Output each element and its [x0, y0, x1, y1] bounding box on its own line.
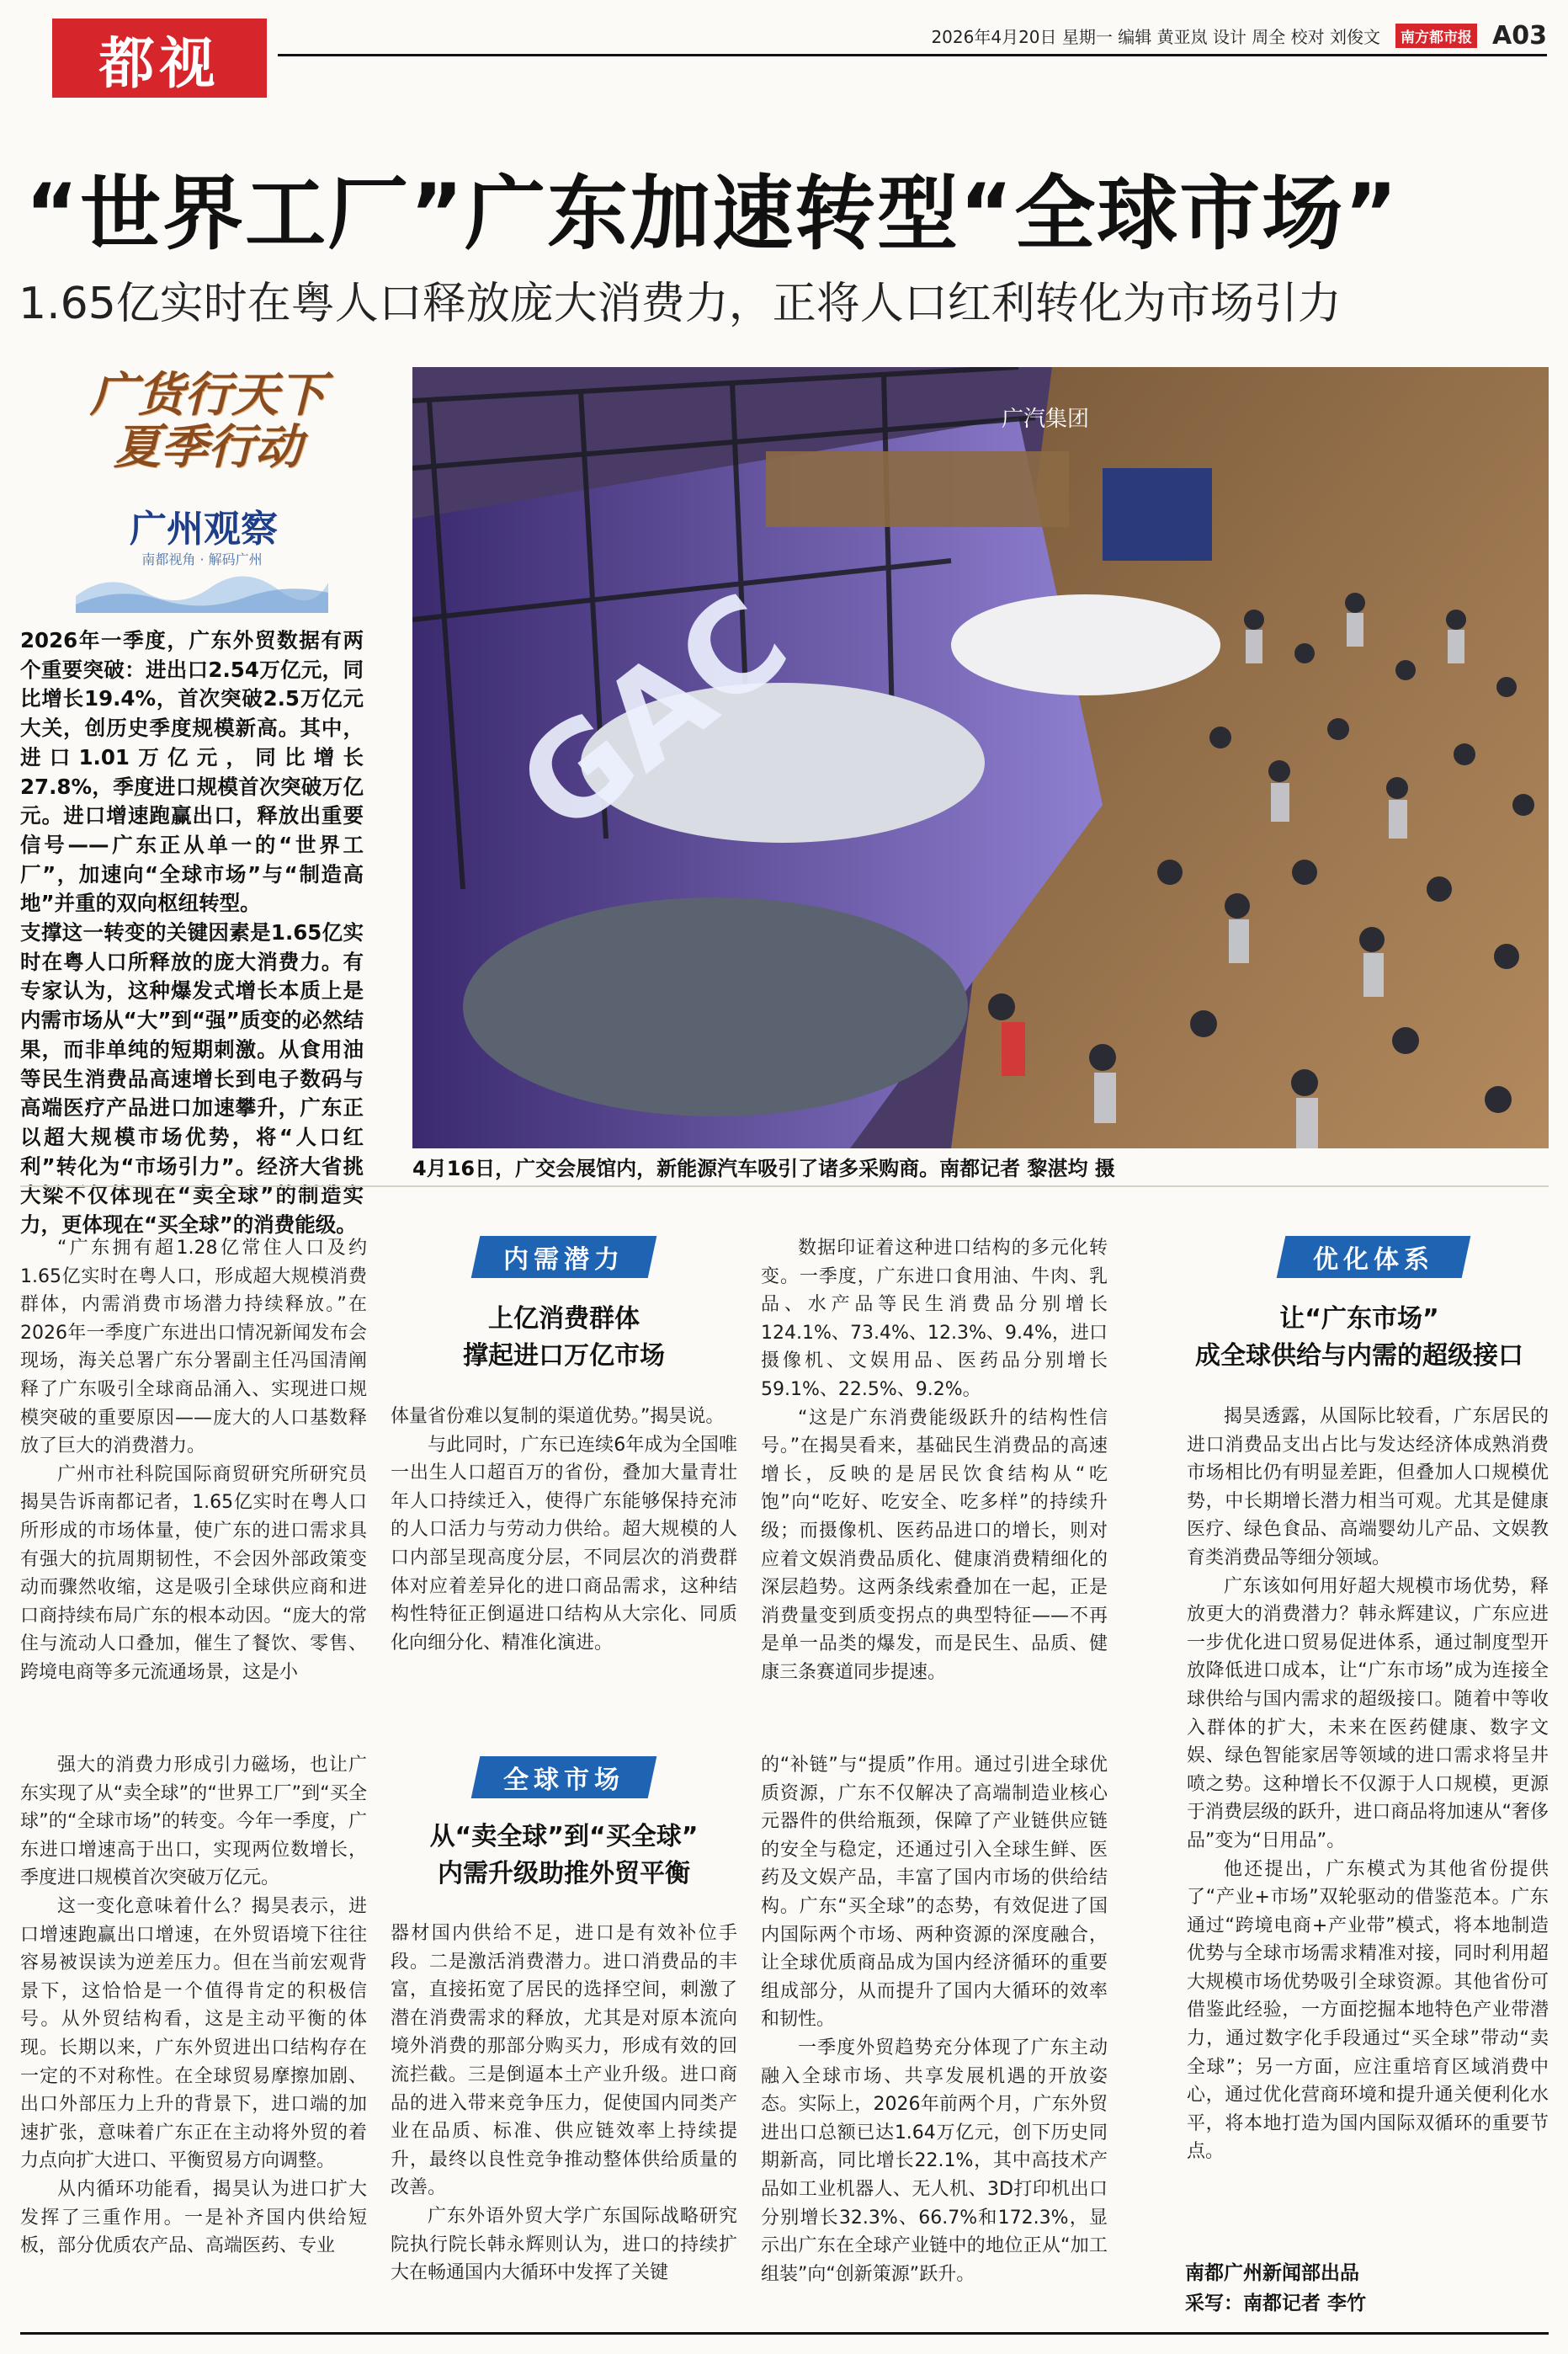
intro-paragraph: 支撑这一转变的关键因素是1.65亿实时在粤人口所释放的庞大消费力。有专家认为，这种爆发式增长本质上是内需市场从“大”到“强”质变的必然结果，而非单纯的短期刺激。从食用油等民生消费品高速增长到电子数码与高端医疗产品进口加速攀升，广东正以超大规模市场优势，将“人口红利”转化为“市场引力”。经济大省挑大梁不仅体现在“卖全球”的制造实力，更体现在“买全球”的消费能级。 [20, 920, 364, 1238]
paragraph: 器材国内供给不足，进口是有效补位手段。二是激活消费潜力。进口消费品的丰富，直接拓宽了居民的选择空间，刺激了潜在消费需求的释放，尤其是对原本流向境外消费的那部分购买力，形成有效的回流拦截。三是倒逼本土产业升级。进口商品的进入带来竞争压力，促使国内同类产业在品质、标准、供应链效率上持续提升，最终以良性竞争推动整体供给质量的改善。 [391, 1923, 737, 2199]
section-title-demand [396, 1301, 732, 1375]
section-title-global [391, 1819, 737, 1893]
section-title-system [1161, 1301, 1557, 1375]
section-tag: 都视 [52, 19, 267, 98]
column-2-bottom [391, 1920, 737, 2287]
campaign-title [77, 369, 338, 473]
campaign-wave-graphic [76, 562, 328, 613]
column-1-top [20, 1234, 367, 1687]
page-number: A03 [1492, 20, 1547, 51]
section-title-line: 撑起进口万亿市场 [463, 1341, 665, 1371]
column-4 [1187, 1403, 1549, 2166]
paragraph: “广东拥有超1.28亿常住人口及约1.65亿实时在粤人口，形成超大规模消费群体，内需消费市场潜力持续释放。”在2026年一季度广东进出口情况新闻发布会现场，海关总署广东分署副主任冯国清阐释了广东吸引全球商品涌入、实现进口规模突破的重要原因——庞大的人口基数释放了巨大的消费潜力。 [20, 1238, 367, 1457]
campaign-title-line2: 夏季行动 [114, 419, 302, 475]
headline: “世界工厂”广东加速转型“全球市场” [25, 167, 1400, 261]
section-badge-global [471, 1756, 657, 1798]
exhibition-photo [412, 367, 1549, 1148]
byline-producer: 南都广州新闻部出品 [1185, 2262, 1359, 2284]
section-badge-label: 内需潜力 [503, 1245, 625, 1275]
section-badge-system [1277, 1236, 1471, 1278]
paragraph: 一季度外贸趋势充分体现了广东主动融入全球市场、共享发展机遇的开放姿态。实际上，2026年前两个月，广东外贸进出口总额已达1.64万亿元，创下历史同期新高，同比增长22.1%，其中高技术产品如工业机器人、无人机、3D打印机出口分别增长32.3%、66.7%和172.3%，显示出广东在全球产业链中的地位正从“加工组装”向“创新策源”跃升。 [761, 2037, 1108, 2285]
section-title-line: 成全球供给与内需的超级接口 [1195, 1341, 1523, 1371]
section-badge-label: 优化体系 [1313, 1245, 1434, 1275]
campaign-slogan: 南都视角 · 解码广州 [141, 551, 263, 567]
section-title-line: 从“卖全球”到“买全球” [429, 1822, 699, 1851]
issue-meta: 2026年4月20日 星期一 编辑 黄亚岚 设计 周全 校对 刘俊文 [931, 26, 1381, 47]
paragraph: 广东该如何用好超大规模市场优势，释放更大的消费潜力？韩永辉建议，广东应进一步优化进口贸易促进体系，通过制度型开放降低进口成本，让“广东市场”成为连接全球供给与国内需求的超级接口。随着中等收入群体的扩大，未来在医药健康、数字文娱、绿色智能家居等领域的进口需求将呈井喷之势。这种增长不仅源于人口规模，更源于消费层级的跃升，进口商品将加速从“奢侈品”变为“日用品”。 [1187, 1575, 1549, 1851]
column-3-bottom [761, 1751, 1108, 2288]
section-title-line: 让“广东市场” [1279, 1304, 1439, 1334]
bottom-rule [20, 2332, 1549, 2335]
photo-brand-text: GAC [492, 566, 815, 863]
paragraph: 与此同时，广东已连续6年成为全国唯一出生人口超百万的省份，叠加大量青壮年人口持续迁入，使得广东能够保持充沛的人口活力与劳动力供给。超大规模的人口内部呈现高度分层，不同层次的消费群体对应着差异化的进口商品需求，这种结构性特征正倒逼进口结构从大宗化、同质化向细分化、精准化演进。 [391, 1434, 737, 1654]
paragraph: 广州市社科院国际商贸研究所研究员揭昊告诉南都记者，1.65亿实时在粤人口所形成的市场体量，使广东的进口需求具有强大的抗周期韧性，不会因外部政策变动而骤然收缩，这是吸引全球供应商和进口商持续布局广东的根本动因。“庞大的常住与流动人口叠加，催生了餐饮、零售、跨境电商等多元流通场景，这是小 [20, 1463, 367, 1683]
paragraph: 的“补链”与“提质”作用。通过引进全球优质资源，广东不仅解决了高端制造业核心元器件的供给瓶颈，保障了产业链供应链的安全与稳定，还通过引入全球生鲜、医药及文娱产品，丰富了国内市场的供给结构。广东“买全球”的态势，有效促进了国内国际两个市场、两种资源的深度融合，让全球优质商品成为国内经济循环的重要组成部分，从而提升了国内大循环的效率和韧性。 [761, 1755, 1108, 2031]
section-title-line: 上亿消费群体 [488, 1304, 640, 1334]
section-badge-label: 全球市场 [503, 1766, 625, 1795]
exhibition-photo-illustration [412, 367, 1549, 1148]
paragraph: 揭昊透露，从国际比较看，广东居民的进口消费品支出占比与发达经济体成熟消费市场相比仍有明显差距，但叠加人口规模优势，中长期增长潜力相当可观。尤其是健康医疗、绿色食品、高端婴幼儿产品、文娱教育类消费品等细分领域。 [1187, 1406, 1549, 1568]
section-divider [20, 1185, 1549, 1187]
column-1-bottom [20, 1751, 367, 2261]
paragraph: 强大的消费力形成引力磁场，也让广东实现了从“卖全球”的“世界工厂”到“买全球”的“全球市场”的转变。今年一季度，广东进口增速高于出口，实现两位数增长，季度进口规模首次突破万亿元。 [20, 1755, 367, 1889]
paragraph: 数据印证着这种进口结构的多元化转变。一季度，广东进口食用油、牛肉、乳品、水产品等民生消费品分别增长124.1%、73.4%、12.3%、9.4%，进口摄像机、文娱用品、医药品分别增长59.1%、22.5%、9.2%。 [761, 1238, 1108, 1400]
campaign-subtitle: 广州观察 [130, 508, 278, 551]
column-3-top [761, 1234, 1108, 1687]
paragraph: 广东外语外贸大学广东国际战略研究院执行院长韩永辉则认为，进口的持续扩大在畅通国内大循环中发挥了关键 [391, 2205, 737, 2284]
paragraph: 从内循环功能看，揭昊认为进口扩大发挥了三重作用。一是补齐国内供给短板，部分优质农产品、高端医药、专业 [20, 2178, 367, 2257]
intro-paragraph: 2026年一季度，广东外贸数据有两个重要突破：进出口2.54万亿元，同比增长19.4%，首次突破2.5万亿元大关，创历史季度规模新高。其中，进口1.01万亿元，同比增长27.8%，季度进口规模首次突破万亿元。进口增速跑赢出口，释放出重要信号——广东正从单一的“世界工厂”，加速向“全球市场”与“制造高地”并重的双向枢纽转型。 [20, 628, 364, 916]
header-bar [278, 17, 1547, 56]
byline [1185, 2258, 1549, 2319]
paper-logo: 南方都市报 [1395, 24, 1477, 48]
subheadline: 1.65亿实时在粤人口释放庞大消费力，正将人口红利转化为市场引力 [19, 279, 1342, 329]
booth-sign: 广汽集团 [1002, 407, 1090, 432]
paragraph: 体量省份难以复制的渠道优势。”揭昊说。 [391, 1406, 725, 1427]
photo-caption: 4月16日，广交会展馆内，新能源汽车吸引了诸多采购商。南都记者 黎湛均 摄 [412, 1157, 1115, 1180]
intro-text [20, 626, 364, 1240]
section-title-line: 内需升级助推外贸平衡 [438, 1859, 690, 1888]
section-badge-demand [471, 1236, 657, 1278]
column-2-top [391, 1403, 737, 1657]
campaign-title-line1: 广货行天下 [90, 367, 326, 423]
byline-reporter: 采写：南都记者 李竹 [1185, 2293, 1367, 2314]
paragraph: 这一变化意味着什么？揭昊表示，进口增速跑赢出口增速，在外贸语境下往往容易被误读为逆差压力。但在当前宏观背景下，这恰恰是一个值得肯定的积极信号。从外贸结构看，这是主动平衡的体现。长期以来，广东外贸进出口结构存在一定的不对称性。在全球贸易摩擦加剧、出口外部压力上升的背景下，进口端的加速扩张，意味着广东正在主动将外贸的着力点向扩大进口、平衡贸易方向调整。 [20, 1895, 367, 2172]
paragraph: “这是广东消费能级跃升的结构性信号。”在揭昊看来，基础民生消费品的高速增长，反映的是居民饮食结构从“吃饱”向“吃好、吃安全、吃多样”的持续升级；而摄像机、医药品进口的增长，则对应着文娱消费品质化、健康消费精细化的深层趋势。这两条线索叠加在一起，正是消费量变到质变拐点的典型特征——不再是单一品类的爆发，而是民生、品质、健康三条赛道同步提速。 [761, 1407, 1108, 1683]
paragraph: 他还提出，广东模式为其他省份提供了“产业+市场”双轮驱动的借鉴范本。广东通过“跨境电商+产业带”模式，将本地制造优势与全球市场需求精准对接，同时利用超大规模市场优势吸引全球资源。其他省份可借鉴此经验，一方面挖掘本地特色产业带潜力，通过数字化手段通过“买全球”带动“卖全球”；另一方面，应注重培育区域消费中心，通过优化营商环境和提升通关便利化水平，将本地打造为国内国际双循环的重要节点。 [1187, 1858, 1549, 2163]
